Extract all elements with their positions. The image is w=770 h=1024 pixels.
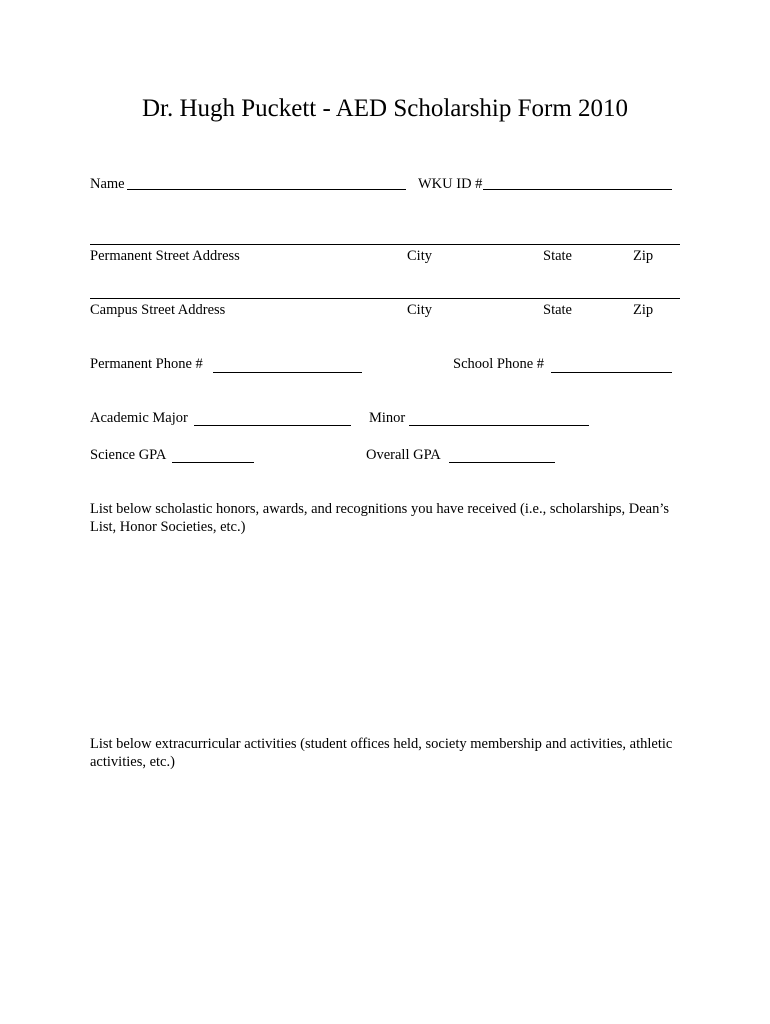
science-gpa-field[interactable] bbox=[172, 462, 254, 463]
honors-response-area[interactable] bbox=[90, 542, 680, 722]
minor-field[interactable] bbox=[409, 425, 589, 426]
permanent-street-label: Permanent Street Address bbox=[90, 248, 240, 264]
name-field[interactable] bbox=[127, 189, 406, 190]
permanent-phone-field[interactable] bbox=[213, 372, 362, 373]
wku-id-field[interactable] bbox=[483, 189, 672, 190]
overall-gpa-label: Overall GPA bbox=[366, 447, 441, 463]
form-title: Dr. Hugh Puckett - AED Scholarship Form 2010 bbox=[141, 95, 629, 122]
campus-address-line[interactable] bbox=[90, 298, 680, 299]
academic-major-label: Academic Major bbox=[90, 410, 188, 426]
campus-street-label: Campus Street Address bbox=[90, 302, 226, 318]
wku-id-label: WKU ID # bbox=[418, 176, 483, 192]
activities-prompt: List below extracurricular activities (student offices held, society membership and activities, athletic activities, etc.) bbox=[90, 736, 673, 770]
permanent-zip-label: Zip bbox=[633, 248, 654, 264]
campus-state-label: State bbox=[543, 302, 572, 318]
permanent-state-label: State bbox=[543, 248, 572, 264]
school-phone-label: School Phone # bbox=[453, 356, 545, 372]
overall-gpa-field[interactable] bbox=[449, 462, 555, 463]
permanent-address-line[interactable] bbox=[90, 244, 680, 245]
permanent-city-label: City bbox=[407, 248, 432, 264]
science-gpa-label: Science GPA bbox=[90, 447, 167, 463]
academic-major-field[interactable] bbox=[194, 425, 351, 426]
name-label: Name bbox=[90, 176, 125, 192]
permanent-phone-label: Permanent Phone # bbox=[90, 356, 203, 372]
honors-prompt: List below scholastic honors, awards, and recognitions you have received (i.e., scholarships, Dean’s List, Honor Societies, etc.) bbox=[90, 501, 670, 535]
campus-zip-label: Zip bbox=[633, 302, 654, 318]
minor-label: Minor bbox=[369, 410, 406, 426]
activities-response-area[interactable] bbox=[90, 777, 680, 997]
school-phone-field[interactable] bbox=[551, 372, 672, 373]
campus-city-label: City bbox=[407, 302, 432, 318]
